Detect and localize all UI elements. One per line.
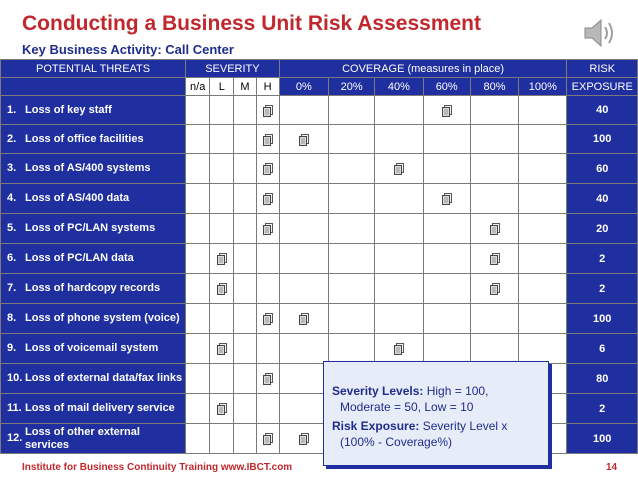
coverage-level-header: 100%: [519, 78, 567, 96]
coverage-cell: [423, 214, 470, 244]
coverage-cell: [375, 304, 423, 334]
checkmark-document-icon: [217, 283, 226, 294]
risk-exposure-value: 100: [567, 304, 638, 334]
severity-cell: [256, 274, 279, 304]
risk-exposure-value: 2: [567, 244, 638, 274]
header-coverage: COVERAGE (measures in place): [279, 60, 567, 78]
coverage-cell: [329, 334, 375, 364]
legend-severity-line2: Moderate = 50, Low = 10: [340, 400, 474, 414]
coverage-cell: [279, 96, 328, 125]
table-row: [1, 274, 638, 304]
severity-level-header: L: [210, 78, 234, 96]
severity-cell: [186, 394, 210, 424]
coverage-cell: [470, 184, 518, 214]
severity-cell: [234, 334, 256, 364]
severity-cell: [256, 125, 279, 154]
coverage-level-header: 0%: [279, 78, 328, 96]
table-row: [1, 96, 638, 125]
coverage-cell: [375, 334, 423, 364]
coverage-cell: [470, 274, 518, 304]
severity-cell: [256, 364, 279, 394]
checkmark-document-icon: [299, 134, 308, 145]
risk-exposure-value: 100: [567, 125, 638, 154]
threat-label: Loss of key staff: [25, 103, 112, 116]
severity-cell: [210, 424, 234, 454]
severity-cell: [234, 96, 256, 125]
severity-cell: [186, 125, 210, 154]
checkmark-document-icon: [490, 223, 499, 234]
severity-cell: [210, 244, 234, 274]
severity-cell: [234, 154, 256, 184]
severity-cell: [256, 96, 279, 125]
threat-number: 1.: [7, 103, 17, 116]
coverage-cell: [375, 96, 423, 125]
coverage-cell: [519, 184, 567, 214]
severity-cell: [210, 96, 234, 125]
threat-label: Loss of PC/LAN systems: [25, 222, 156, 234]
legend-risk-text: Severity Level x: [419, 419, 508, 433]
threat-label: Loss of voicemail system: [25, 342, 159, 354]
risk-exposure-value: 100: [567, 424, 638, 454]
severity-cell: [234, 184, 256, 214]
severity-cell: [234, 394, 256, 424]
coverage-cell: [279, 214, 328, 244]
severity-cell: [256, 244, 279, 274]
threat-label: Loss of mail delivery service: [25, 402, 175, 414]
coverage-cell: [279, 125, 328, 154]
threat-cell: [1, 125, 186, 154]
coverage-cell: [519, 154, 567, 184]
coverage-cell: [470, 125, 518, 154]
threat-label: Loss of other external services: [25, 425, 140, 451]
legend-box: [323, 361, 549, 466]
checkmark-document-icon: [263, 163, 272, 174]
severity-cell: [186, 244, 210, 274]
severity-cell: [256, 304, 279, 334]
checkmark-document-icon: [263, 223, 272, 234]
legend-severity-line: [332, 384, 488, 398]
severity-level-header: M: [234, 78, 256, 96]
threat-cell: [1, 334, 186, 364]
table-row: [1, 154, 638, 184]
checkmark-document-icon: [217, 253, 226, 264]
coverage-cell: [423, 244, 470, 274]
risk-exposure-value: 60: [567, 154, 638, 184]
severity-cell: [210, 364, 234, 394]
threat-cell: [1, 154, 186, 184]
coverage-cell: [279, 364, 328, 394]
checkmark-document-icon: [217, 343, 226, 354]
threat-number: 4.: [7, 192, 17, 204]
legend-severity-text: High = 100,: [423, 384, 489, 398]
threat-number: 11.: [7, 402, 22, 414]
coverage-cell: [519, 96, 567, 125]
footer-text: Institute for Business Continuity Training www.IBCT.com: [22, 462, 293, 473]
checkmark-document-icon: [263, 433, 272, 444]
threat-number: 3.: [7, 162, 17, 174]
coverage-cell: [470, 96, 518, 125]
coverage-cell: [329, 125, 375, 154]
threat-number: 12.: [7, 432, 23, 444]
risk-exposure-value: 2: [567, 394, 638, 424]
coverage-cell: [519, 244, 567, 274]
severity-cell: [186, 154, 210, 184]
threat-number: 6.: [7, 252, 17, 264]
severity-cell: [186, 274, 210, 304]
risk-exposure-value: 2: [567, 274, 638, 304]
threat-label: Loss of external data/fax links: [25, 372, 183, 384]
checkmark-document-icon: [299, 433, 308, 444]
coverage-cell: [375, 154, 423, 184]
header-severity: SEVERITY: [186, 60, 280, 78]
severity-cell: [186, 334, 210, 364]
page-subtitle: Key Business Activity: Call Center: [22, 42, 234, 57]
risk-exposure-value: 80: [567, 364, 638, 394]
severity-cell: [210, 154, 234, 184]
severity-cell: [256, 334, 279, 364]
table-row: [1, 125, 638, 154]
severity-cell: [210, 274, 234, 304]
coverage-cell: [519, 304, 567, 334]
coverage-cell: [329, 184, 375, 214]
coverage-cell: [329, 244, 375, 274]
coverage-cell: [375, 214, 423, 244]
coverage-cell: [329, 214, 375, 244]
threat-number: 9.: [7, 342, 17, 354]
coverage-cell: [423, 274, 470, 304]
coverage-cell: [375, 244, 423, 274]
coverage-cell: [519, 214, 567, 244]
threat-cell: [1, 274, 186, 304]
risk-exposure-value: 40: [567, 184, 638, 214]
coverage-cell: [279, 334, 328, 364]
coverage-cell: [470, 154, 518, 184]
threat-cell: [1, 394, 186, 424]
legend-risk-line: [332, 419, 507, 433]
coverage-level-header: 60%: [423, 78, 470, 96]
severity-cell: [210, 334, 234, 364]
severity-level-header: n/a: [186, 78, 210, 96]
threat-cell: [1, 184, 186, 214]
severity-cell: [234, 424, 256, 454]
severity-level-header: H: [256, 78, 279, 96]
table-row: [1, 304, 638, 334]
coverage-cell: [329, 154, 375, 184]
severity-cell: [186, 424, 210, 454]
threat-number: 7.: [7, 282, 17, 294]
threat-number: 8.: [7, 312, 17, 324]
table-row: [1, 214, 638, 244]
table-row: [1, 334, 638, 364]
legend-risk-line2: (100% - Coverage%): [340, 435, 453, 449]
coverage-cell: [519, 125, 567, 154]
risk-exposure-value: 6: [567, 334, 638, 364]
header-blank: [1, 78, 186, 96]
coverage-cell: [329, 274, 375, 304]
coverage-cell: [423, 184, 470, 214]
severity-cell: [256, 214, 279, 244]
coverage-cell: [279, 154, 328, 184]
checkmark-document-icon: [263, 193, 272, 204]
coverage-cell: [279, 394, 328, 424]
coverage-level-header: 40%: [375, 78, 423, 96]
header-exposure: EXPOSURE: [567, 78, 638, 96]
coverage-cell: [279, 244, 328, 274]
page-title: Conducting a Business Unit Risk Assessment: [22, 12, 481, 35]
coverage-cell: [423, 154, 470, 184]
coverage-level-header: 80%: [470, 78, 518, 96]
threat-number: 10.: [7, 372, 23, 384]
coverage-cell: [423, 334, 470, 364]
coverage-cell: [470, 304, 518, 334]
table-row: [1, 184, 638, 214]
coverage-cell: [279, 304, 328, 334]
coverage-cell: [375, 274, 423, 304]
threat-cell: [1, 304, 186, 334]
severity-cell: [234, 125, 256, 154]
threat-label: Loss of PC/LAN data: [25, 252, 134, 264]
threat-label: Loss of phone system (voice): [25, 312, 180, 324]
legend-severity-label: Severity Levels:: [332, 384, 424, 398]
coverage-cell: [279, 184, 328, 214]
checkmark-document-icon: [263, 134, 272, 145]
severity-cell: [210, 125, 234, 154]
severity-cell: [256, 184, 279, 214]
threat-label: Loss of office facilities: [25, 132, 144, 145]
checkmark-document-icon: [263, 105, 272, 116]
threat-label: Loss of hardcopy records: [25, 282, 161, 294]
severity-cell: [256, 424, 279, 454]
coverage-cell: [375, 184, 423, 214]
checkmark-document-icon: [217, 403, 226, 414]
speaker-icon[interactable]: [582, 16, 618, 50]
threat-cell: [1, 364, 186, 394]
legend-risk-label: Risk Exposure:: [332, 419, 420, 433]
header-potential-threats: POTENTIAL THREATS: [1, 60, 186, 78]
severity-cell: [234, 214, 256, 244]
severity-cell: [210, 394, 234, 424]
severity-cell: [234, 304, 256, 334]
coverage-cell: [423, 304, 470, 334]
severity-cell: [186, 184, 210, 214]
severity-cell: [210, 214, 234, 244]
page-number: 14: [606, 462, 618, 473]
threat-cell: [1, 214, 186, 244]
risk-exposure-value: 40: [567, 96, 638, 125]
risk-exposure-value: 20: [567, 214, 638, 244]
coverage-cell: [279, 424, 328, 454]
checkmark-document-icon: [299, 313, 308, 324]
severity-cell: [210, 304, 234, 334]
coverage-cell: [470, 244, 518, 274]
severity-cell: [186, 304, 210, 334]
checkmark-document-icon: [490, 283, 499, 294]
coverage-level-header: 20%: [329, 78, 375, 96]
threat-number: 5.: [7, 222, 17, 234]
coverage-cell: [329, 96, 375, 125]
checkmark-document-icon: [394, 343, 403, 354]
coverage-cell: [423, 96, 470, 125]
severity-cell: [210, 184, 234, 214]
severity-cell: [186, 96, 210, 125]
table-row: [1, 244, 638, 274]
coverage-cell: [423, 125, 470, 154]
threat-label: Loss of AS/400 systems: [25, 162, 151, 174]
coverage-cell: [279, 274, 328, 304]
checkmark-document-icon: [394, 163, 403, 174]
severity-cell: [186, 364, 210, 394]
coverage-cell: [375, 125, 423, 154]
checkmark-document-icon: [442, 193, 451, 204]
severity-cell: [256, 154, 279, 184]
severity-cell: [256, 394, 279, 424]
threat-number: 2.: [7, 132, 17, 145]
severity-cell: [234, 274, 256, 304]
checkmark-document-icon: [490, 253, 499, 264]
threat-cell: [1, 96, 186, 125]
severity-cell: [234, 364, 256, 394]
coverage-cell: [470, 334, 518, 364]
checkmark-document-icon: [442, 105, 451, 116]
threat-cell: [1, 244, 186, 274]
coverage-cell: [519, 274, 567, 304]
checkmark-document-icon: [263, 313, 272, 324]
coverage-cell: [329, 304, 375, 334]
threat-label: Loss of AS/400 data: [25, 192, 130, 204]
header-risk: RISK: [567, 60, 638, 78]
severity-cell: [186, 214, 210, 244]
threat-cell: [1, 424, 186, 454]
checkmark-document-icon: [263, 373, 272, 384]
coverage-cell: [470, 214, 518, 244]
severity-cell: [234, 244, 256, 274]
coverage-cell: [519, 334, 567, 364]
